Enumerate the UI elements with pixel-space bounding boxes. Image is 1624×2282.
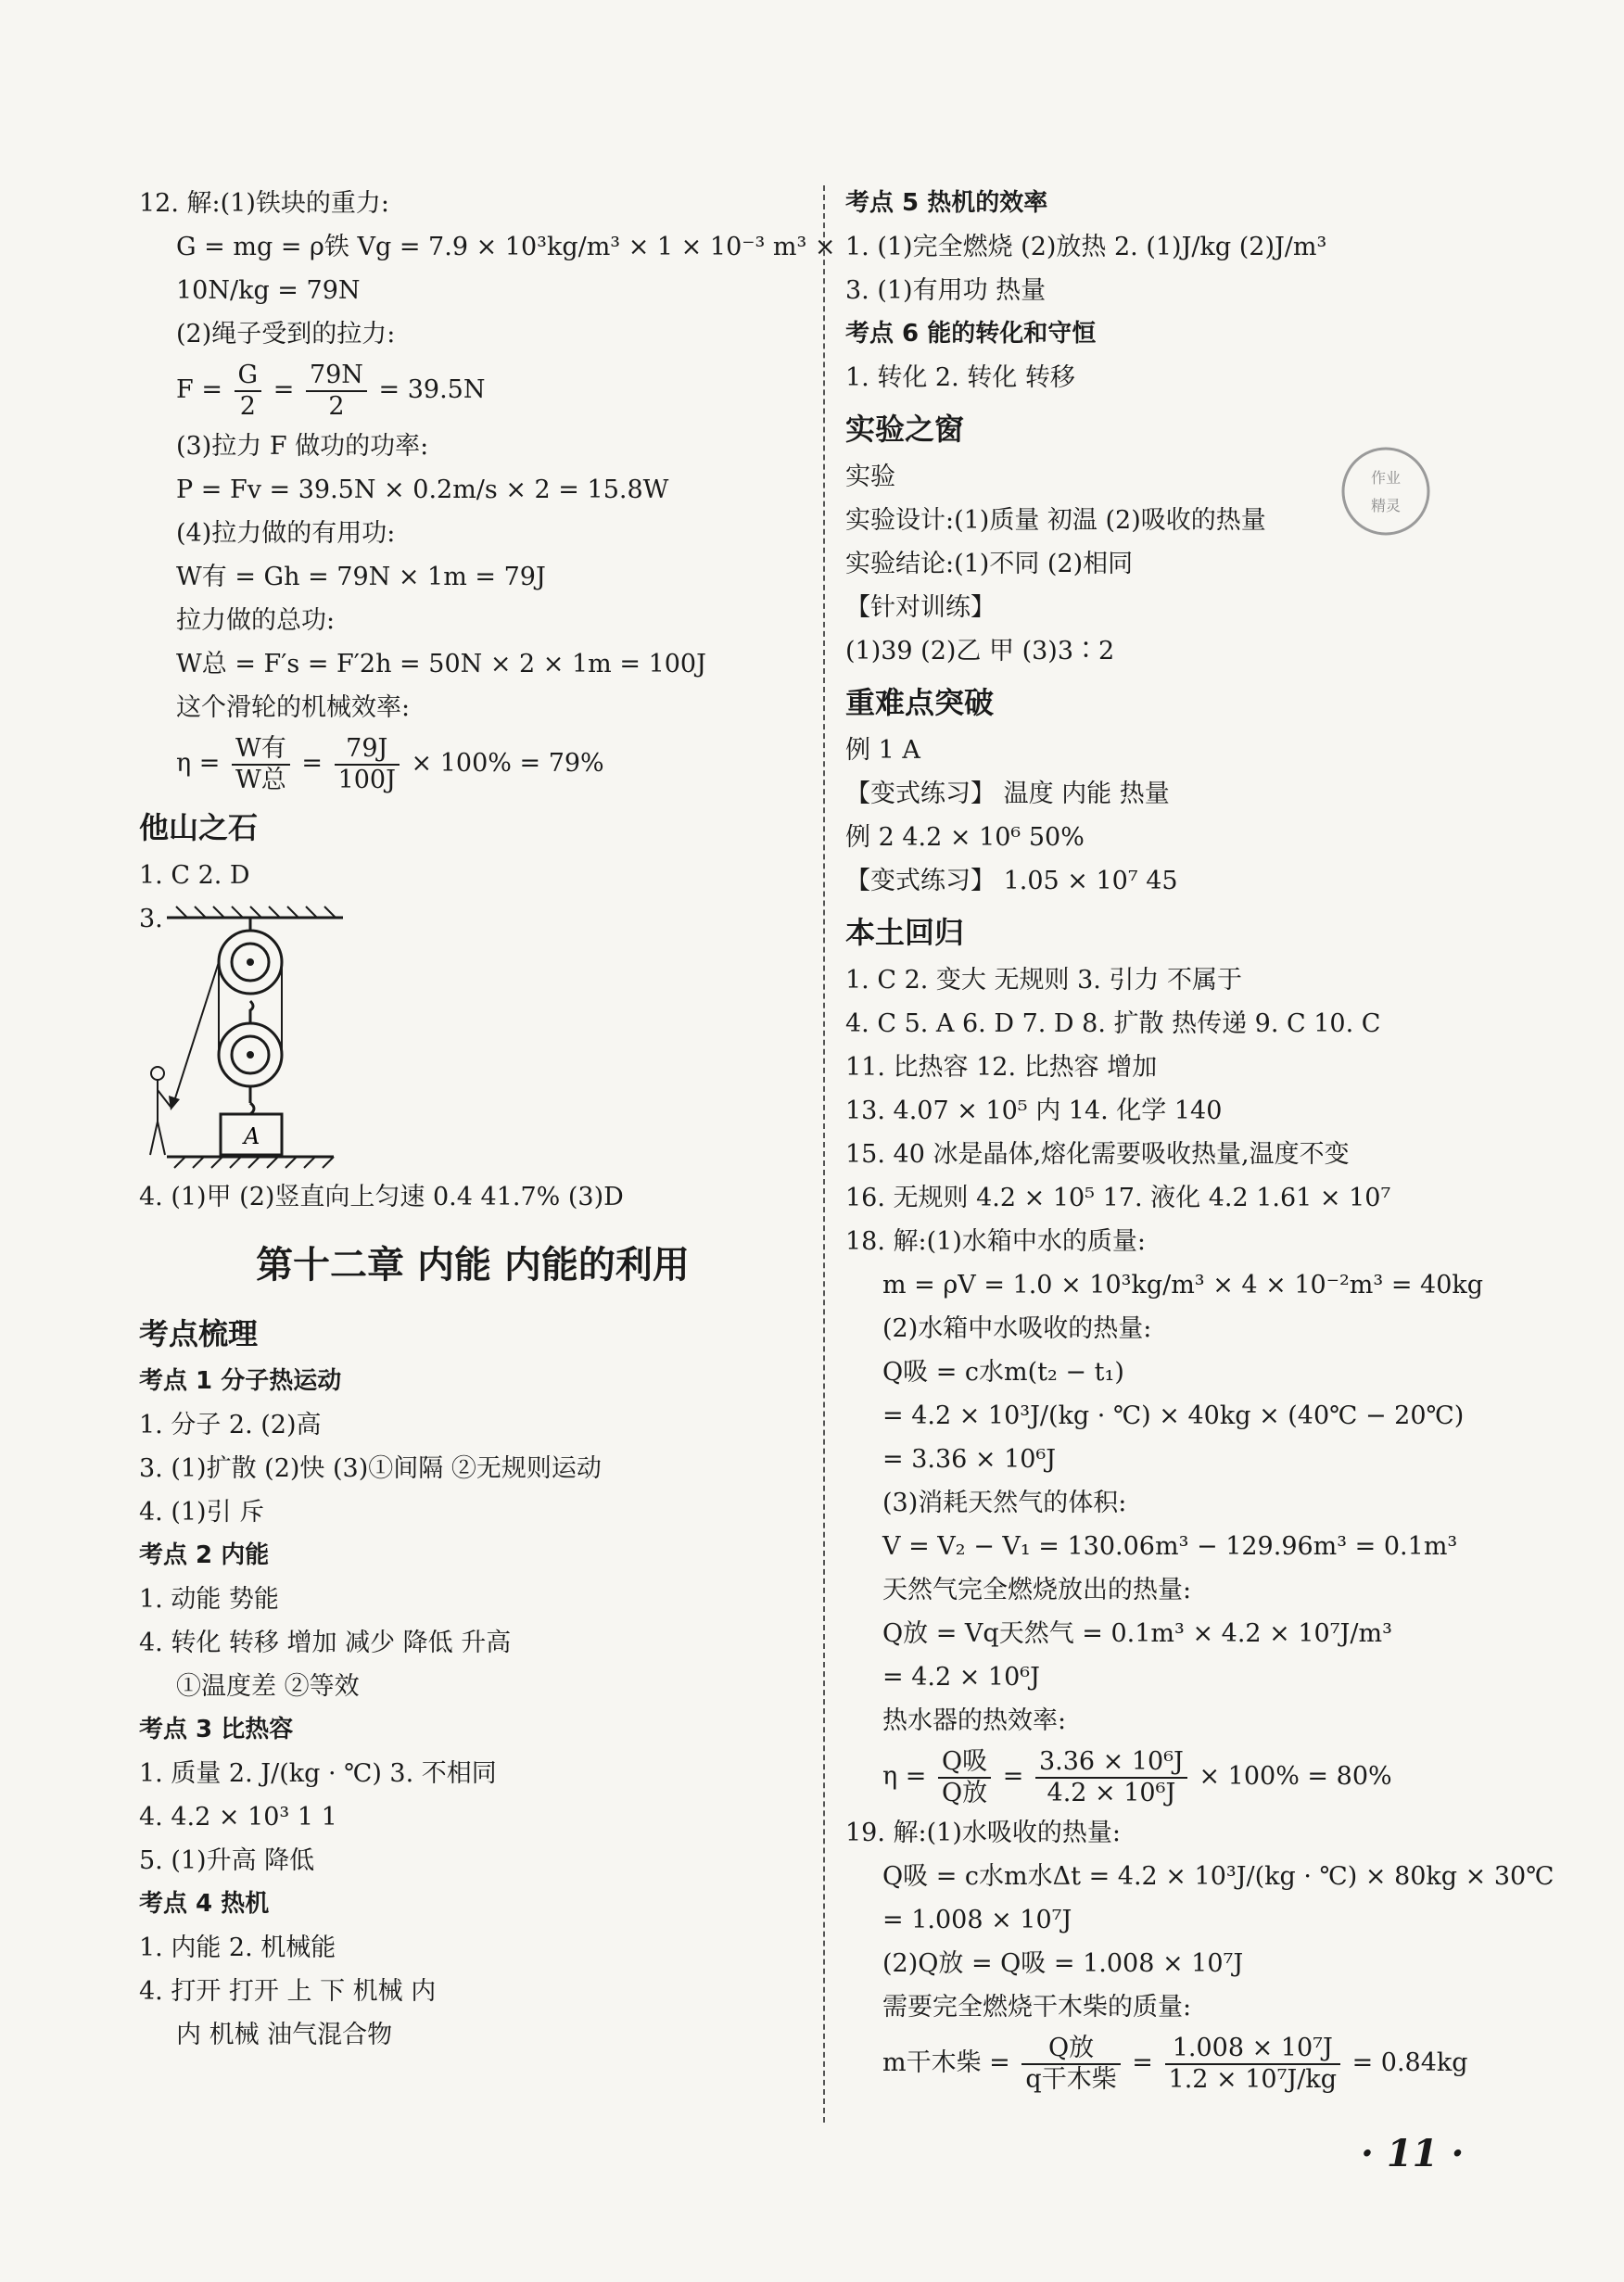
q18-efficiency-eq	[845, 1743, 1513, 1811]
mass-result: = 0.84kg	[1351, 2048, 1468, 2077]
q18-heat-eq-2: = 4.2 × 10³J/(kg · ℃) × 40kg × (40℃ − 20℃)	[882, 1401, 1465, 1430]
kaodian-5-line-1: 1. (1)完全燃烧 (2)放热 2. (1)J/kg (2)J/m³	[845, 233, 1327, 261]
frac-den: 2	[239, 391, 256, 421]
tashan-q3-label: 3.	[139, 905, 163, 933]
shiyan-line-4: (1)39 (2)乙 甲 (3)3∶2	[845, 637, 1115, 666]
kaodian-6-heading: 考点 6 能的转化和守恒	[845, 320, 1097, 348]
q12-eff-label: 这个滑轮的机械效率:	[176, 693, 411, 722]
equals: =	[273, 375, 295, 404]
kaodian-6-line-1: 1. 转化 2. 转化 转移	[845, 363, 1075, 392]
kaodian-2-heading: 考点 2 内能	[139, 1541, 270, 1569]
q12-gravity-eq-cont: 10N/kg = 79N	[176, 276, 361, 305]
q12-part3: (3)拉力 F 做功的功率:	[176, 432, 429, 461]
frac-num: 1.008 × 10⁷J	[1165, 2034, 1340, 2065]
shiyan-line-2: 实验结论:(1)不同 (2)相同	[845, 550, 1134, 578]
q19-part2: (2)Q放 = Q吸 = 1.008 × 10⁷J	[882, 1949, 1244, 1978]
kaodian-1-line-3: 4. (1)引 斥	[139, 1498, 265, 1527]
q18-qfang-eq-2: = 4.2 × 10⁶J	[882, 1663, 1040, 1692]
bentu-line-6: 16. 无规则 4.2 × 10⁵ 17. 液化 4.2 1.61 × 10⁷	[845, 1184, 1391, 1212]
kaodian-3-heading: 考点 3 比热容	[139, 1716, 294, 1743]
fraction-qxi-over-qfang	[938, 1747, 991, 1808]
kaodian-2-line-3: ①温度差 ②等效	[176, 1672, 360, 1701]
shiyan-line-1: 实验设计:(1)质量 初温 (2)吸收的热量	[845, 506, 1266, 535]
fraction-79n-over-2	[306, 361, 367, 422]
frac-den: 100J	[337, 765, 396, 794]
frac-den: 4.2 × 10⁶J	[1047, 1778, 1176, 1807]
bentu-line-4: 13. 4.07 × 10⁵ 内 14. 化学 140	[845, 1097, 1223, 1125]
frac-den: W总	[235, 765, 286, 794]
q19-mass-eq	[845, 2029, 1513, 2098]
kaodian-1-heading: 考点 1 分子热运动	[139, 1367, 342, 1395]
bentu-line-5: 15. 40 冰是晶体,熔化需要吸收热量,温度不变	[845, 1140, 1350, 1169]
zhongnan-line-1: 例 1 A	[845, 736, 920, 765]
section-shiyan: 实验之窗	[845, 412, 965, 447]
pulley-diagram	[139, 897, 806, 1175]
force-result: = 39.5N	[378, 375, 486, 404]
column-divider	[823, 185, 825, 2123]
fraction-qfang-over-q	[1021, 2034, 1120, 2095]
pulley-figure	[167, 897, 445, 1175]
frac-num: G	[235, 361, 262, 392]
section-zhongnan: 重难点突破	[845, 685, 995, 720]
fraction-values	[1165, 2034, 1340, 2095]
zhongnan-line-4: 【变式练习】 1.05 × 10⁷ 45	[845, 867, 1178, 895]
q12-total-label: 拉力做的总功:	[176, 606, 336, 635]
q18-part3: (3)消耗天然气的体积:	[882, 1489, 1127, 1517]
q18-eff-label: 热水器的热效率:	[882, 1706, 1067, 1735]
section-tashan: 他山之石	[139, 810, 259, 845]
q12-gravity-eq: G = mg = ρ铁 Vg = 7.9 × 10³kg/m³ × 1 × 10⁻³ m³ ×	[176, 233, 836, 261]
page-number: · 11 ·	[1361, 2132, 1465, 2175]
kaodian-1-line-2: 3. (1)扩散 (2)快 (3)①间隔 ②无规则运动	[139, 1454, 602, 1483]
section-kaodian: 考点梳理	[139, 1316, 259, 1351]
stamp-text-bottom: 精灵	[1370, 497, 1402, 514]
frac-num: W有	[232, 734, 290, 766]
frac-num: 3.36 × 10⁶J	[1035, 1747, 1187, 1779]
bentu-line-1: 1. C 2. 变大 无规则 3. 引力 不属于	[845, 966, 1243, 995]
tashan-line-1: 1. C 2. D	[139, 861, 250, 890]
q12-intro: 12. 解:(1)铁块的重力:	[139, 189, 389, 218]
stamp-logo-icon	[1335, 440, 1437, 542]
kaodian-4-heading: 考点 4 热机	[139, 1890, 270, 1918]
frac-den: 2	[328, 391, 345, 421]
person-figure	[139, 1057, 176, 1159]
equals: =	[1002, 1762, 1024, 1791]
q12-useful-work: W有 = Gh = 79N × 1m = 79J	[176, 563, 546, 591]
kaodian-3-line-2: 4. 4.2 × 10³ 1 1	[139, 1803, 337, 1832]
q12-force-eq	[139, 356, 806, 425]
eta-lhs: η =	[882, 1762, 927, 1791]
pull-rope	[174, 962, 219, 1101]
frac-num: 79J	[335, 734, 400, 766]
q18-heat-eq-1: Q吸 = c水m(t₂ − t₁)	[882, 1358, 1124, 1387]
q19-heat-eq-1: Q吸 = c水m水Δt = 4.2 × 10³J/(kg · ℃) × 80kg × 30℃	[882, 1862, 1554, 1891]
q18-qfang-eq-1: Q放 = Vq天然气 = 0.1m³ × 4.2 × 10⁷J/m³	[882, 1619, 1392, 1648]
q18-part2: (2)水箱中水吸收的热量:	[882, 1314, 1152, 1343]
kaodian-1-line-1: 1. 分子 2. (2)高	[139, 1411, 322, 1439]
kaodian-2-line-1: 1. 动能 势能	[139, 1585, 279, 1614]
zhongnan-line-2: 【变式练习】 温度 内能 热量	[845, 780, 1170, 808]
left-column	[139, 182, 836, 2057]
q19-heat-eq-2: = 1.008 × 10⁷J	[882, 1906, 1072, 1934]
bentu-line-2: 4. C 5. A 6. D 7. D 8. 扩散 热传递 9. C 10. C	[845, 1009, 1381, 1038]
eta-result: × 100% = 79%	[411, 749, 604, 778]
q18-heat-label: 天然气完全燃烧放出的热量:	[882, 1576, 1192, 1604]
mass-lhs: m干木柴 =	[882, 2048, 1010, 2077]
ceiling-hatch	[176, 906, 336, 918]
ground-hatch	[167, 1157, 334, 1168]
q12-part4: (4)拉力做的有用功:	[176, 519, 396, 548]
frac-den: 1.2 × 10⁷J/kg	[1168, 2064, 1337, 2094]
equals: =	[301, 749, 323, 778]
section-bentu: 本土回归	[845, 915, 965, 950]
shiyan-line-3: 【针对训练】	[845, 593, 996, 622]
frac-den: q干木柴	[1025, 2064, 1117, 2094]
shiyan-line-0: 实验	[845, 463, 895, 491]
equals: =	[1132, 2048, 1153, 2077]
q18-heat-eq-3: = 3.36 × 10⁶J	[882, 1445, 1057, 1474]
q18-volume-eq: V = V₂ − V₁ = 130.06m³ − 129.96m³ = 0.1m³	[882, 1532, 1458, 1561]
force-lhs: F =	[176, 375, 222, 404]
kaodian-2-line-2: 4. 转化 转移 增加 减少 降低 升高	[139, 1629, 512, 1657]
q18-mass-eq: m = ρV = 1.0 × 10³kg/m³ × 4 × 10⁻²m³ = 40kg	[882, 1271, 1484, 1299]
chapter-title: 第十二章 内能 内能的利用	[256, 1243, 690, 1287]
bentu-line-3: 11. 比热容 12. 比热容 增加	[845, 1053, 1158, 1082]
q12-total-work: W总 = F′s = F′2h = 50N × 2 × 1m = 100J	[176, 650, 706, 678]
fraction-w-useful-over-total	[232, 734, 290, 795]
q18-intro: 18. 解:(1)水箱中水的质量:	[845, 1227, 1146, 1256]
kaodian-5-heading: 考点 5 热机的效率	[845, 189, 1048, 217]
eta-lhs: η =	[176, 749, 221, 778]
fraction-values	[1035, 1747, 1187, 1808]
q12-part2: (2)绳子受到的拉力:	[176, 320, 396, 349]
q12-power-eq: P = Fv = 39.5N × 0.2m/s × 2 = 15.8W	[176, 475, 669, 504]
kaodian-4-line-2: 4. 打开 打开 上 下 机械 内	[139, 1977, 437, 2006]
zhongnan-line-3: 例 2 4.2 × 10⁶ 50%	[845, 823, 1085, 852]
eta-result: × 100% = 80%	[1199, 1762, 1392, 1791]
q19-mass-label: 需要完全燃烧干木柴的质量:	[882, 1993, 1192, 2022]
frac-den: Q放	[941, 1778, 988, 1807]
kaodian-4-line-1: 1. 内能 2. 机械能	[139, 1933, 336, 1962]
frac-num: Q放	[1021, 2034, 1120, 2065]
tashan-line-4: 4. (1)甲 (2)竖直向上匀速 0.4 41.7% (3)D	[139, 1183, 624, 1211]
fraction-79j-over-100j	[335, 734, 400, 795]
kaodian-4-line-3: 内 机械 油气混合物	[176, 2021, 393, 2049]
kaodian-3-line-3: 5. (1)升高 降低	[139, 1846, 315, 1875]
kaodian-5-line-2: 3. (1)有用功 热量	[845, 276, 1047, 305]
kaodian-3-line-1: 1. 质量 2. J/(kg · ℃) 3. 不相同	[139, 1759, 497, 1788]
fraction-g-over-2	[235, 361, 262, 422]
frac-num: Q吸	[938, 1747, 991, 1779]
stamp-text-top: 作业	[1370, 469, 1402, 487]
frac-num: 79N	[306, 361, 367, 392]
q19-intro: 19. 解:(1)水吸收的热量:	[845, 1819, 1121, 1847]
q12-efficiency-eq	[139, 729, 806, 798]
block-a-label: A	[244, 1123, 260, 1149]
